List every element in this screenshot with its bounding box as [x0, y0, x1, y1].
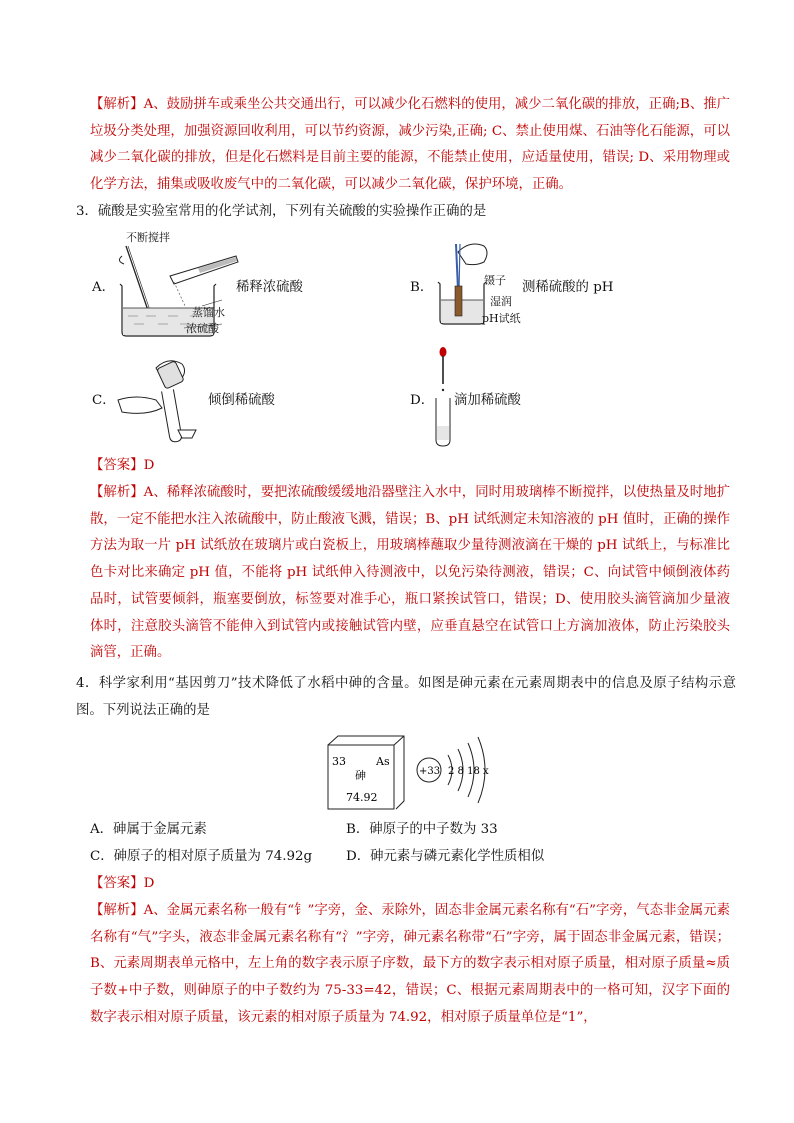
- q4-answer: 【答案】D: [90, 876, 155, 891]
- atom-shells: 2 8 18 x: [448, 766, 489, 777]
- ann-water: 蒸馏水: [192, 306, 225, 319]
- q3-option-d-caption: 滴加稀硫酸: [454, 393, 521, 408]
- dropper-diagram: [432, 344, 454, 448]
- analysis-text: A、鼓励拼车或乘坐公共交通出行，可以减少化石燃料的使用，减少二氧化碳的排放，正确;B、推广垃圾分类处理，加强资源回收利用，可以节约资源，减少污染,正确; C、禁止使用煤、石油等化石能源，可以减少二氧化碳的排放，但是化石燃料是目前主要的能源，不能禁止使用，应适量使用，错误; D、采用物理或化学方法，捕集或吸收废气中的二氧化碳，可以减少二氧化碳，保护环境，正确。: [90, 97, 730, 193]
- q3-option-b-label: B．: [410, 280, 434, 295]
- analysis-q2: [90, 92, 730, 199]
- atom-nucleus: +33: [419, 766, 441, 777]
- ann-tweezers: 镊子: [484, 274, 506, 287]
- atom-structure-diagram: [414, 735, 504, 813]
- analysis-tag: 【解析】: [90, 97, 144, 112]
- element-mass: 74.92: [346, 791, 378, 804]
- q3-stem: 3．硫酸是实验室常用的化学试剂，下列有关硫酸的实验操作正确的是: [76, 204, 487, 219]
- q3-option-b-caption: 测稀硫酸的 pH: [522, 280, 614, 295]
- q3-option-d-label: D．: [410, 393, 435, 408]
- q4-option-b: B．砷原子的中子数为 33: [346, 822, 498, 837]
- q4-option-a: A．砷属于金属元素: [90, 822, 207, 837]
- element-number: 33: [332, 755, 346, 768]
- q4-option-c: C．砷原子的相对原子质量为 74.92g: [90, 849, 313, 864]
- ann-wet: 湿润: [490, 295, 512, 308]
- q3-option-a-label: A．: [92, 280, 116, 295]
- element-symbol: As: [376, 755, 390, 768]
- ann-ph-paper: pH试纸: [482, 312, 521, 325]
- ann-stir: 不断搅拌: [126, 231, 170, 244]
- q3-answer: 【答案】D: [90, 458, 155, 473]
- q4-stem: 4．科学家利用“基因剪刀”技术降低了水稻中砷的含量。如图是砷元素在元素周期表中的信息及原子结构示意图。下列说法正确的是: [76, 676, 736, 718]
- q3-option-c-label: C．: [92, 393, 116, 408]
- q3-analysis: 【解析】A、稀释浓硫酸时，要把浓硫酸缓缓地沿器壁注入水中，同时用玻璃棒不断搅拌，以使热量及时地扩散，一定不能把水注入浓硫酸中，防止酸液飞溅，错误；B、pH 试纸测定未知溶液的 pH 值时，正确的操作方法为取一片 pH 试纸放在玻璃片或白瓷板上，用玻璃棒蘸取少量待测液滴在干燥的 pH 试纸上，与标准比色卡对比来确定 pH 值，不能将 pH 试纸伸入待测液中，以免污染待测液，错误；C、向试管中倾倒液体药品时，试管要倾斜，瓶塞要倒放，标签要对准手心，瓶口紧挨试管口，错误；D、使用胶头滴管滴加少量液体时，注意胶头滴管不能伸入到试管内或接触试管内壁，应垂直悬空在试管口上方滴加液体，防止污染胶头滴管，正确。: [90, 485, 731, 661]
- q3-option-a-caption: 稀释浓硫酸: [236, 280, 303, 295]
- element-name: 砷: [355, 769, 366, 782]
- q4-analysis: 【解析】A、金属元素名称一般有“钅”字旁，金、汞除外，固态非金属元素名称有“石”字旁，气态非金属元素名称有“气”字头，液态非金属元素名称有“氵”字旁，砷元素名称带“石”字旁，属于固态非金属元素，错误；B、元素周期表单元格中，左上角的数字表示原子序数，最下方的数字表示相对原子质量，相对原子质量≈质子数+中子数，则砷原子的中子数约为 75-33=42，错误；C、根据元素周期表中的一格可知，汉字下面的数字表示相对原子质量，该元素的相对原子质量为 74.92，相对原子质量单位是“1”，: [90, 903, 730, 1025]
- q4-option-d: D．砷元素与磷元素化学性质相似: [346, 849, 545, 864]
- ann-acid: 浓硫酸: [186, 322, 219, 335]
- element-cell: [322, 735, 406, 811]
- q3-option-c-caption: 倾倒稀硫酸: [208, 393, 275, 408]
- pouring-diagram: [116, 350, 206, 444]
